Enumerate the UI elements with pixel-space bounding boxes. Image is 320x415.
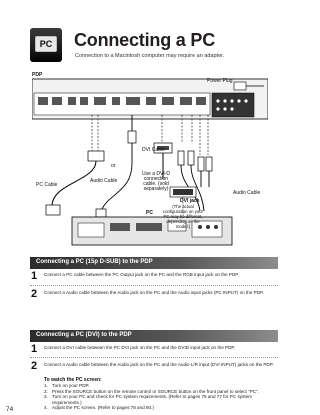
section-title-dsub: Connecting a PC (15p D-SUB) to the PDP: [36, 259, 153, 265]
audio-cable-left: [96, 115, 136, 217]
pc-rear-panel: [72, 217, 232, 245]
divider: [30, 357, 278, 358]
step-number: 2: [31, 288, 38, 300]
pc-label: PC: [146, 210, 153, 216]
dvi-jack-note: (The actual configuration on your PC may be different, depending on the model.): [162, 204, 204, 229]
list-item-number: 4.: [44, 405, 48, 411]
watch-pc-list: [44, 383, 278, 411]
pc-badge-icon: [30, 28, 62, 62]
step-number: 1: [31, 343, 38, 355]
step-number: 1: [31, 270, 38, 282]
pc-cable-label: PC Cable: [36, 182, 58, 188]
or-label: or: [111, 163, 116, 169]
list-item: [44, 394, 278, 405]
list-item-text: Turn on your PC and check for PC system requirements. (Refer to pages 76 and 77 for PC system requirements.): [52, 394, 253, 405]
divider: [30, 285, 278, 286]
list-item-text: Adjust the PC screen. (Refer to pages 78 and 80.): [52, 405, 154, 411]
audio-cable-left-label: Audio Cable: [90, 178, 118, 184]
list-item-number: 3.: [44, 394, 48, 400]
step-text: Connect a Audio cable between the Audio jack on the PC and the Audio L/R input (DVI INPUT) jacks on the PDP.: [44, 362, 274, 367]
connection-diagram: [32, 71, 268, 247]
step-number: 2: [31, 360, 38, 372]
page-number: 74: [6, 406, 14, 413]
page-title: Connecting a PC: [74, 30, 216, 50]
audio-cable-right-label: Audio Cable: [233, 190, 261, 196]
dvi-connection-cable-label: Use a DVI-D connection cable. (sold separately): [141, 171, 171, 192]
list-item: [44, 405, 278, 411]
section-title-dvi: Connecting a PC (DVI) to the PDP: [36, 332, 132, 338]
step-text: Connect a Audio cable between the Audio jack on the PC and the Audio input jacks (PC INPUT) on the PDP.: [44, 290, 264, 295]
list-item-text: Press the SOURCE button on the remote control or SOURCE button on the front panel to select "PC".: [52, 388, 260, 394]
page-header: [30, 28, 280, 64]
page-subtitle: Connection to a Macintosh computer may require an adapter.: [75, 53, 225, 59]
list-item-number: 1.: [44, 383, 48, 388]
step-text: Connect a DVI cable between the PC DVI jack on the PC and the DVID input jack on the PDP.: [44, 345, 236, 350]
list-item-text: Turn on your PDP.: [52, 383, 90, 388]
pdp-label: PDP: [32, 72, 43, 78]
dvi-jack-title: DVI jack: [180, 198, 200, 204]
dvi-cable-label: DVI Cable: [142, 147, 165, 153]
list-item-number: 2.: [44, 388, 48, 394]
section-header-dvi: [30, 330, 278, 342]
pdp-rear-panel: [32, 79, 268, 119]
power-plug-label: Power Plug: [207, 78, 233, 84]
section-header-dsub: [30, 257, 278, 269]
step-text: Connect a PC cable between the PC Output jack on the PC and the RGB input jack on the PDP.: [44, 272, 240, 277]
pc-badge-label: PC: [35, 36, 57, 52]
watch-pc-title: To watch the PC screen:: [44, 377, 102, 383]
